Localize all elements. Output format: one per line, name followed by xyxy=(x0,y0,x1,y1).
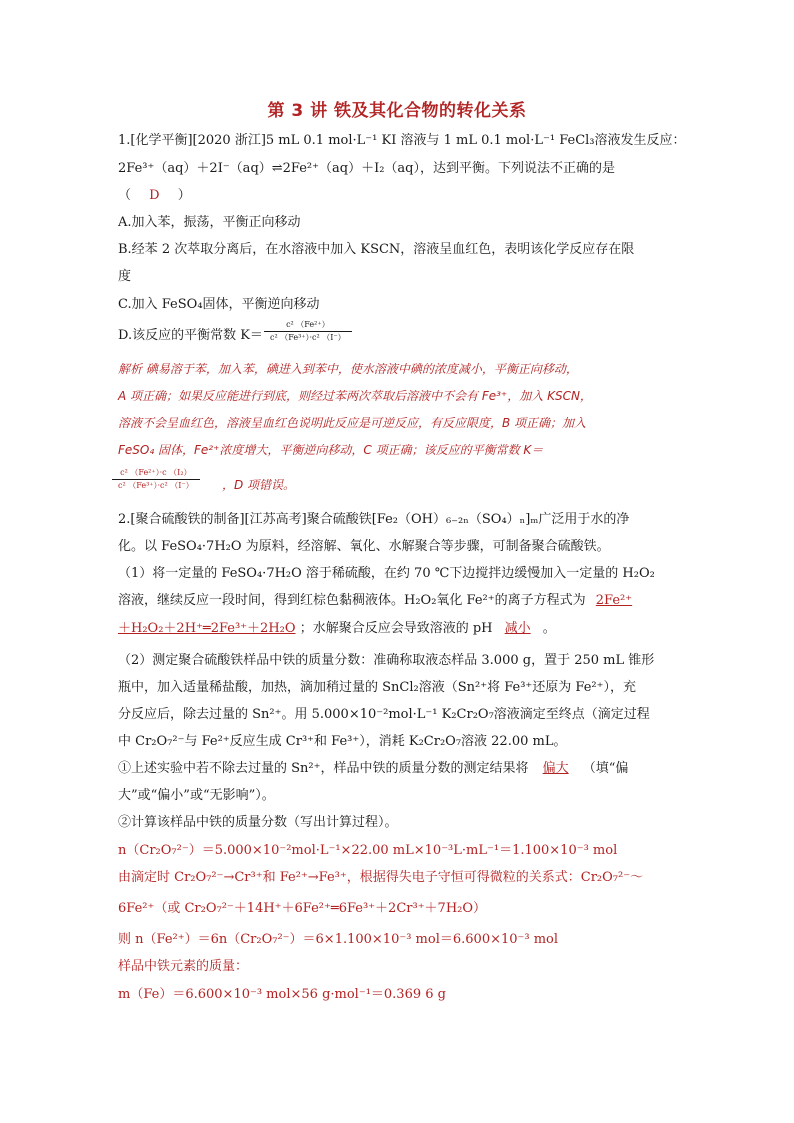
q2-part1-line3-end: 。 xyxy=(542,621,556,636)
q2-stem-line1: 2.[聚合硫酸铁的制备][江苏高考]聚合硫酸铁[Fe₂（OH）₆₋₂ₙ（SO₄）ₙ]ₘ广泛用于水的净 xyxy=(118,512,630,527)
q2-part1-line3-mid: ；水解聚合反应会导致溶液的 pH xyxy=(299,621,493,636)
q2-subq-a-line2: 大”或“偏小”或“无影响”）。 xyxy=(118,788,275,803)
q1-solution-fraction xyxy=(112,468,200,491)
q2-subq-a-tail: （填“偏 xyxy=(582,761,629,776)
q2-part1-answer-b: ＋H₂O₂＋2H⁺═2Fe³⁺＋2H₂O xyxy=(118,621,296,636)
q1-solution-numerator: c² （Fe²⁺）·c （I₂） xyxy=(120,468,192,477)
q2-subq-a-answer: 偏大 xyxy=(542,761,569,776)
fraction-bar xyxy=(264,331,352,332)
q1-option-b-line1: B.经苯 2 次萃取分离后，在水溶液中加入 KSCN，溶液呈血红色，表明该化学反应存在限 xyxy=(118,242,635,257)
q1-solution-line3: 溶液不会呈血红色，溶液呈血红色说明此反应是可逆反应，有反应限度，B 项正确；加入 xyxy=(118,416,587,430)
q2-calc-line2: 由滴定时 Cr₂O₇²⁻→Cr³⁺和 Fe²⁺→Fe³⁺，根据得失电子守恒可得微粒的关系式：Cr₂O₇²⁻～ xyxy=(118,870,644,885)
q2-calc-line5: 样品中铁元素的质量： xyxy=(118,959,249,974)
q2-part1-line1: （1）将一定量的 FeSO₄·7H₂O 溶于稀硫酸，在约 70 ℃下边搅拌边缓慢加入一定量的 H₂O₂ xyxy=(118,566,655,581)
q1-stem-line2: 2Fe³⁺（aq）＋2I⁻（aq）⇌2Fe²⁺（aq）＋I₂（aq），达到平衡。下列说法不正确的是 xyxy=(118,161,615,176)
q1-bracket-close: ） xyxy=(177,188,191,203)
q2-calc-line3: 6Fe²⁺（或 Cr₂O₇²⁻＋14H⁺＋6Fe²⁺═6Fe³⁺＋2Cr³⁺＋7H₂O） xyxy=(118,901,487,916)
q2-subq-b: ②计算该样品中铁的质量分数（写出计算过程）。 xyxy=(118,815,398,830)
q1-answer: D xyxy=(149,188,160,203)
q2-part1-answer-a: 2Fe²⁺ xyxy=(595,593,633,608)
q2-part1-line3 xyxy=(118,620,556,638)
q2-part2-line2: 瓶中，加入适量稀盐酸，加热，滴加稍过量的 SnCl₂溶液（Sn²⁺将 Fe³⁺还原为 Fe²⁺），充 xyxy=(118,680,636,695)
q2-calc-line1: n（Cr₂O₇²⁻）＝5.000×10⁻²mol·L⁻¹×22.00 mL×10⁻³L·mL⁻¹＝1.100×10⁻³ mol xyxy=(118,843,618,858)
q1-solution-line1: 解析 碘易溶于苯，加入苯，碘进入到苯中，使水溶液中碘的浓度减小，平衡正向移动， xyxy=(118,362,578,376)
q1-solution-denominator: c² （Fe³⁺）·c² （I⁻） xyxy=(118,481,194,490)
fraction-bar xyxy=(112,479,200,480)
q2-part1-answer-c: 减小 xyxy=(504,621,531,636)
q2-subq-a-text: ①上述实验中若不除去过量的 Sn²⁺，样品中铁的质量分数的测定结果将 xyxy=(118,761,529,776)
q1-option-d-numerator: c² （Fe²⁺） xyxy=(286,320,330,329)
q2-part2-line1: （2）测定聚合硫酸铁样品中铁的质量分数：准确称取液态样品 3.000 g，置于 250 mL 锥形 xyxy=(118,653,655,668)
q2-part1-line2 xyxy=(118,592,632,610)
q1-stem-line1: 1.[化学平衡][2020 浙江]5 mL 0.1 mol·L⁻¹ KI 溶液与 1 mL 0.1 mol·L⁻¹ FeCl₃溶液发生反应： xyxy=(118,133,686,148)
q2-subq-a xyxy=(118,760,628,778)
q1-option-d-label: D.该反应的平衡常数 K＝ xyxy=(118,328,263,343)
q1-solution-line4: FeSO₄ 固体，Fe²⁺浓度增大，平衡逆向移动，C 项正确；该反应的平衡常数 K＝ xyxy=(118,443,544,457)
q1-option-d-denominator: c² （Fe³⁺）·c² （I⁻） xyxy=(270,333,346,342)
q1-option-a: A.加入苯，振荡，平衡正向移动 xyxy=(118,215,301,230)
q1-solution-tail: ，D 项错误。 xyxy=(222,478,296,492)
q1-solution-line2: A 项正确；如果反应能进行到底，则经过苯两次萃取后溶液中不会有 Fe³⁺，加入 KSCN， xyxy=(118,389,592,403)
q2-part1-line2-text: 溶液，继续反应一段时间，得到红棕色黏稠液体。H₂O₂氧化 Fe²⁺的离子方程式为 xyxy=(118,593,586,608)
q2-part2-line4: 中 Cr₂O₇²⁻与 Fe²⁺反应生成 Cr³⁺和 Fe³⁺），消耗 K₂Cr₂O₇溶液 22.00 mL。 xyxy=(118,734,567,749)
q1-option-d-fraction xyxy=(264,320,352,343)
q1-option-b-line2: 度 xyxy=(118,269,132,284)
q1-option-c: C.加入 FeSO₄固体，平衡逆向移动 xyxy=(118,297,320,312)
page-title: 第 3 讲 铁及其化合物的转化关系 xyxy=(267,101,527,121)
q2-calc-line6: m（Fe）＝6.600×10⁻³ mol×56 g·mol⁻¹＝0.369 6 g xyxy=(118,987,446,1002)
q2-calc-line4: 则 n（Fe²⁺）＝6n（Cr₂O₇²⁻）＝6×1.100×10⁻³ mol＝6.600×10⁻³ mol xyxy=(118,932,559,947)
q1-bracket-open: （ xyxy=(118,188,132,203)
q2-part2-line3: 分反应后，除去过量的 Sn²⁺。用 5.000×10⁻²mol·L⁻¹ K₂Cr₂O₇溶液滴定至终点（滴定过程 xyxy=(118,707,650,722)
q2-stem-line2: 化。以 FeSO₄·7H₂O 为原料，经溶解、氧化、水解聚合等步骤，可制备聚合硫酸铁。 xyxy=(118,539,610,554)
q1-answer-bracket xyxy=(118,187,191,205)
